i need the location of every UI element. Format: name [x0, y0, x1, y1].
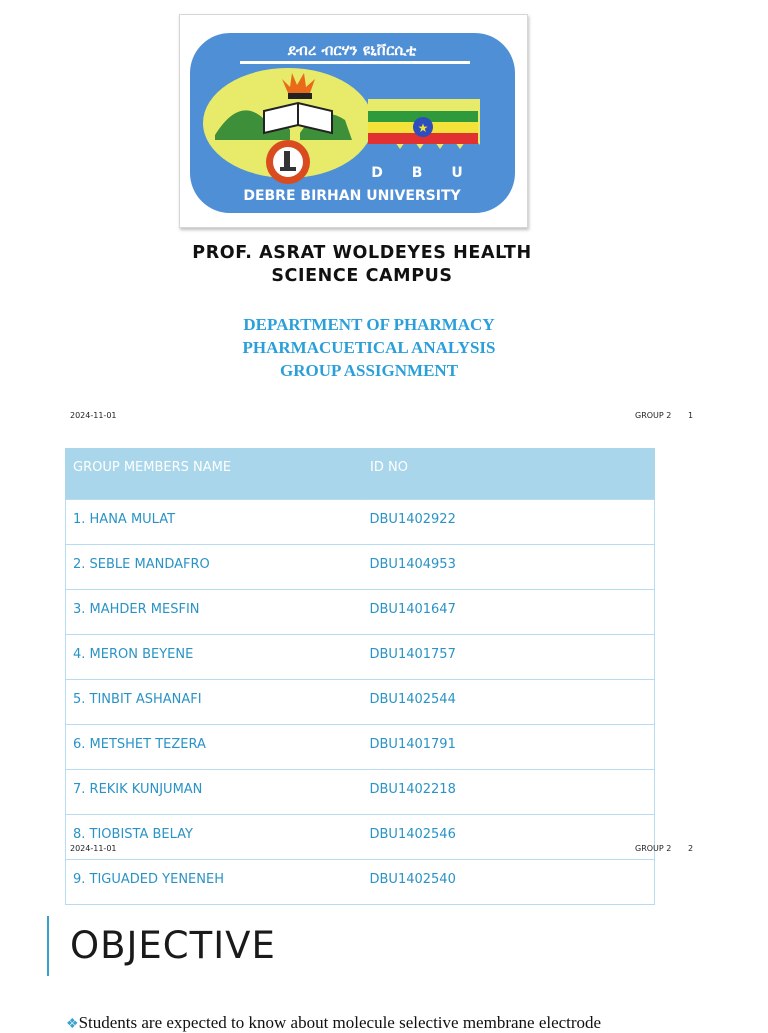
member-name: 2. SEBLE MANDAFRO [66, 545, 363, 590]
member-id: DBU1402544 [363, 680, 655, 725]
assignment-title: GROUP ASSIGNMENT [279, 361, 459, 380]
table-row [66, 770, 655, 815]
slide1-date: 2024-11-01 [70, 411, 117, 420]
table-row [66, 545, 655, 590]
university-logo [179, 14, 528, 228]
table-row [66, 860, 655, 905]
campus-name-line1: PROF. ASRAT WOLDEYES HEALTH [192, 243, 532, 263]
table-row [66, 680, 655, 725]
member-id: DBU1402540 [363, 860, 655, 905]
member-id: DBU1402218 [363, 770, 655, 815]
member-name: 5. TINBIT ASHANAFI [66, 680, 363, 725]
member-name: 6. METSHET TEZERA [66, 725, 363, 770]
logo-initials: D B U [371, 165, 475, 181]
logo-amharic-text: ደብረ ብርሃን ዩኒቨርሲቲ [287, 41, 417, 59]
objective-bullet [66, 1013, 601, 1033]
member-name: 1. HANA MULAT [66, 500, 363, 545]
course-title: PHARMACUETICAL ANALYSIS [242, 338, 496, 357]
column-header-name: GROUP MEMBERS NAME [66, 448, 363, 500]
department-title: DEPARTMENT OF PHARMACY [243, 315, 495, 334]
slide2-group-label: GROUP 2 [635, 844, 672, 853]
slide1-group-label: GROUP 2 [635, 411, 672, 420]
group-members-table [65, 448, 655, 905]
table-row [66, 815, 655, 860]
column-header-id: ID NO [363, 448, 655, 500]
logo-university-name: DEBRE BIRHAN UNIVERSITY [243, 188, 461, 204]
table-row [66, 590, 655, 635]
table-row [66, 725, 655, 770]
svg-text:★: ★ [417, 121, 429, 135]
table-row [66, 635, 655, 680]
slide2-date: 2024-11-01 [70, 844, 117, 853]
table-header-row [66, 448, 655, 500]
slide2-page-number: 2 [688, 844, 694, 853]
objective-bullet-text: Students are expected to know about molecule selective membrane electrode [78, 1013, 602, 1032]
table-row [66, 500, 655, 545]
member-name: 8. TIOBISTA BELAY [66, 815, 363, 860]
member-id: DBU1401791 [363, 725, 655, 770]
member-name: 3. MAHDER MESFIN [66, 590, 363, 635]
member-id: DBU1401757 [363, 635, 655, 680]
member-id: DBU1402546 [363, 815, 655, 860]
member-id: DBU1404953 [363, 545, 655, 590]
slide1-page-number: 1 [688, 411, 694, 420]
member-name: 7. REKIK KUNJUMAN [66, 770, 363, 815]
member-name: 9. TIGUADED YENENEH [66, 860, 363, 905]
title-accent-bar [47, 916, 49, 976]
diamond-bullet-icon: ❖ [66, 1017, 79, 1032]
campus-name-line2: SCIENCE CAMPUS [271, 266, 453, 286]
member-id: DBU1402922 [363, 500, 655, 545]
member-name: 4. MERON BEYENE [66, 635, 363, 680]
member-id: DBU1401647 [363, 590, 655, 635]
objective-title: OBJECTIVE [70, 924, 276, 967]
